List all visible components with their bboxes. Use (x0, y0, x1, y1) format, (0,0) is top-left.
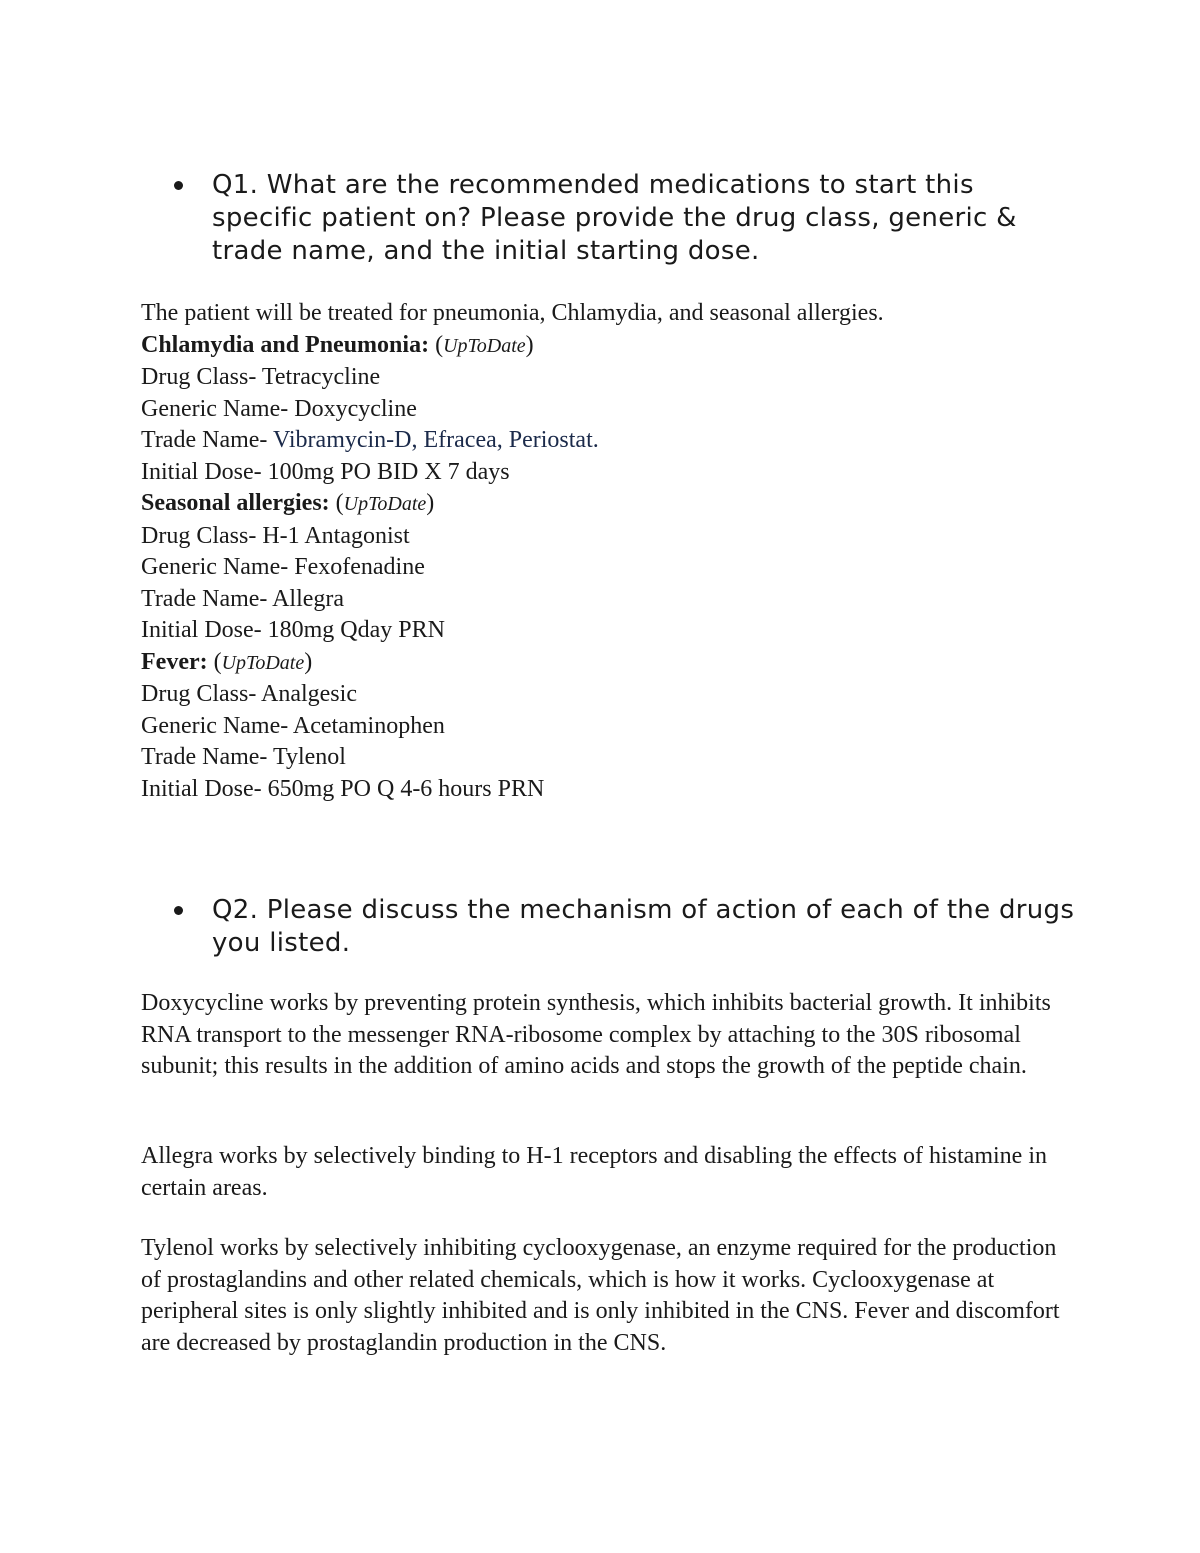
section-heading-label: Chlamydia and Pneumonia: (141, 331, 430, 358)
section-heading-label: Fever: (141, 648, 208, 675)
citation: UpToDate (343, 493, 427, 515)
question-2-text: Q2. Please discuss the mechanism of action of each of the drugs you listed. (212, 895, 1075, 958)
answer-intro: The patient will be treated for pneumonia, Chlamydia, and seasonal allergies. (141, 300, 884, 326)
question-1-text: Q1. What are the recommended medications to start this specific patient on? Please provide the drug class, generic & trade name, and the initial starting dose. (212, 170, 1017, 266)
answer-1 (141, 298, 1066, 805)
generic-name: Generic Name- Fexofenadine (141, 554, 425, 580)
mechanism-allegra: Allegra works by selectively binding to H-1 receptors and disabling the effects of histamine in certain areas. (141, 1143, 1047, 1201)
trade-name: Trade Name- Vibramycin-D, Efracea, Periostat. (141, 427, 599, 453)
bullet-icon (174, 906, 183, 915)
mechanism-doxycycline: Doxycycline works by preventing protein synthesis, which inhibits bacterial growth. It inhibits RNA transport to the messenger RNA-ribosome complex by attaching to the 30S ribosomal subunit; this results in the addition of amino acids and stops the growth of the peptide chain. (141, 990, 1051, 1079)
trade-name: Trade Name- Allegra (141, 585, 345, 612)
generic-name: Generic Name- Doxycycline (141, 395, 417, 422)
citation: UpToDate (443, 334, 526, 357)
section-heading: Fever: (UpToDate) (141, 648, 313, 675)
section-heading: Seasonal allergies: (UpToDate) (141, 490, 435, 516)
initial-dose: Initial Dose- 650mg PO Q 4-6 hours PRN (141, 775, 545, 802)
mechanism-tylenol: Tylenol works by selectively inhibiting cyclooxygenase, an enzyme required for the production of prostaglandins and other related chemicals, which is how it works. Cyclooxygenase at peripheral sites is only slightly inhibited and is only inhibited in the CNS. Fever and discomfort are decreased by prostaglandin production in the CNS. (141, 1235, 1060, 1356)
drug-class: Drug Class- Analgesic (141, 681, 357, 707)
citation: UpToDate (221, 651, 305, 674)
question-1 (212, 169, 1082, 268)
initial-dose: Initial Dose- 180mg Qday PRN (141, 617, 445, 643)
drug-class: Drug Class- Tetracycline (141, 364, 381, 390)
drug-class: Drug Class- H-1 Antagonist (141, 522, 410, 549)
generic-name: Generic Name- Acetaminophen (141, 712, 445, 739)
trade-name: Trade Name- Tylenol (141, 744, 346, 770)
section-heading: Chlamydia and Pneumonia: (UpToDate) (141, 331, 534, 358)
section-heading-label: Seasonal allergies: (141, 490, 330, 516)
bullet-icon (174, 181, 183, 190)
initial-dose: Initial Dose- 100mg PO BID X 7 days (141, 458, 510, 485)
trade-name-values: Vibramycin-D, Efracea, Periostat. (272, 427, 599, 453)
question-2 (212, 894, 1082, 960)
